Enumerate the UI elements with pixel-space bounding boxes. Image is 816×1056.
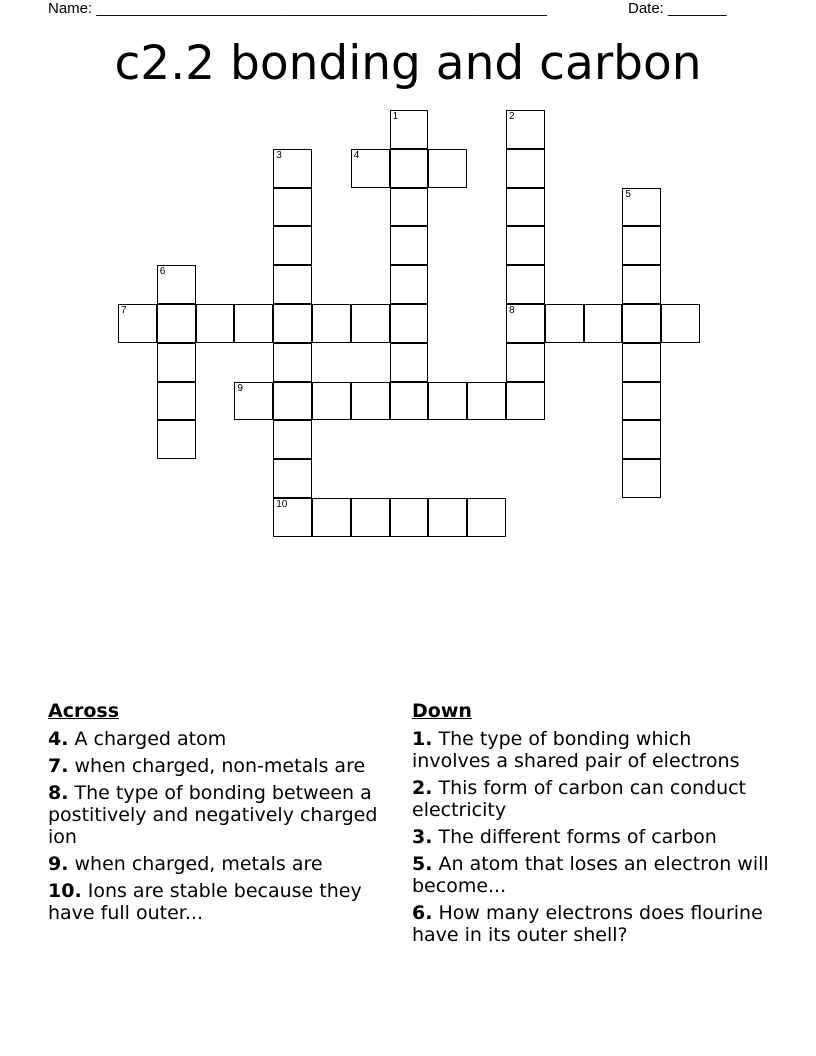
cell-number: 7: [121, 305, 127, 316]
clue-number: 6.: [412, 902, 433, 924]
grid-cell[interactable]: [622, 343, 661, 382]
clue-number: 5.: [412, 853, 433, 875]
down-heading: Down: [412, 700, 472, 722]
grid-cell[interactable]: [273, 420, 312, 459]
grid-cell[interactable]: [584, 304, 623, 343]
grid-cell[interactable]: [506, 110, 545, 149]
grid-cell[interactable]: [467, 498, 506, 537]
grid-cell[interactable]: [506, 226, 545, 265]
cell-number: 1: [392, 111, 399, 122]
grid-cell[interactable]: [273, 343, 312, 382]
grid-cell[interactable]: [506, 265, 545, 304]
clue-across: [48, 782, 393, 848]
across-clues: [48, 700, 393, 929]
grid-cell[interactable]: [622, 304, 661, 343]
page-title: c2.2 bonding and carbon: [114, 36, 702, 91]
clue-across: [48, 728, 393, 750]
clue-number: 1.: [412, 728, 433, 750]
grid-cell[interactable]: [273, 459, 312, 498]
grid-cell[interactable]: [157, 304, 196, 343]
clue-text: The type of bonding which involves a shared pair of electrons: [412, 728, 740, 772]
clue-text: An atom that loses an electron will become...: [412, 853, 769, 897]
cell-number: 10: [276, 499, 288, 510]
grid-cell[interactable]: [506, 343, 545, 382]
grid-cell[interactable]: [622, 382, 661, 421]
grid-cell[interactable]: [273, 149, 312, 188]
clue-across: [48, 853, 393, 875]
grid-cell[interactable]: [351, 149, 390, 188]
clue-text: Ions are stable because they have full outer...: [48, 880, 362, 924]
grid-cell[interactable]: [312, 304, 351, 343]
grid-cell[interactable]: [622, 459, 661, 498]
grid-cell[interactable]: [390, 188, 429, 227]
grid-cell[interactable]: [506, 304, 545, 343]
date-field[interactable]: Date: _______: [628, 0, 727, 17]
grid-cell[interactable]: [351, 498, 390, 537]
clue-text: This form of carbon can conduct electricity: [412, 777, 747, 821]
across-heading: Across: [48, 700, 120, 722]
grid-cell[interactable]: [157, 265, 196, 304]
grid-cell[interactable]: [234, 304, 273, 343]
clue-text: The type of bonding between a postitively and negatively charged ion: [48, 782, 378, 848]
grid-cell[interactable]: [312, 498, 351, 537]
clue-down: [412, 902, 772, 946]
grid-cell[interactable]: [545, 304, 584, 343]
clue-text: A charged atom: [74, 728, 227, 750]
grid-cell[interactable]: [273, 498, 312, 537]
grid-cell[interactable]: [506, 188, 545, 227]
grid-cell[interactable]: [273, 188, 312, 227]
down-clues: [412, 700, 772, 951]
grid-cell[interactable]: [273, 265, 312, 304]
grid-cell[interactable]: [390, 498, 429, 537]
grid-cell[interactable]: [312, 382, 351, 421]
grid-cell[interactable]: [196, 304, 235, 343]
clue-text: when charged, non-metals are: [74, 755, 366, 777]
grid-cell[interactable]: [118, 304, 157, 343]
clue-number: 4.: [48, 728, 69, 750]
grid-cell[interactable]: [390, 382, 429, 421]
grid-cell[interactable]: [157, 420, 196, 459]
cell-number: 9: [237, 382, 243, 394]
clue-number: 7.: [48, 755, 69, 777]
clue-down: [412, 853, 772, 897]
grid-cell[interactable]: [622, 420, 661, 459]
cell-number: 5: [625, 188, 631, 200]
grid-cell[interactable]: [390, 343, 429, 382]
cell-number: 6: [159, 266, 166, 278]
grid-cell[interactable]: [428, 149, 467, 188]
clue-text: How many electrons does flourine have in its outer shell?: [412, 902, 763, 946]
grid-cell[interactable]: [390, 304, 429, 343]
grid-cell[interactable]: [351, 304, 390, 343]
clue-number: 3.: [412, 826, 433, 848]
clue-number: 9.: [48, 853, 69, 875]
grid-cell[interactable]: [390, 110, 429, 149]
cell-number: 8: [509, 305, 515, 316]
cell-number: 2: [509, 111, 515, 122]
clue-number: 2.: [412, 777, 433, 799]
grid-cell[interactable]: [622, 226, 661, 265]
grid-cell[interactable]: [428, 382, 467, 421]
grid-cell[interactable]: [428, 498, 467, 537]
clue-down: [412, 777, 772, 821]
grid-cell[interactable]: [157, 343, 196, 382]
clue-down: [412, 826, 772, 848]
grid-cell[interactable]: [273, 226, 312, 265]
grid-cell[interactable]: [622, 265, 661, 304]
name-field[interactable]: Name: ______________________________________________________: [48, 0, 547, 17]
grid-cell[interactable]: [157, 382, 196, 421]
grid-cell[interactable]: [273, 304, 312, 343]
clue-down: [412, 728, 772, 772]
grid-cell[interactable]: [390, 226, 429, 265]
grid-cell[interactable]: [390, 149, 429, 188]
clue-text: The different forms of carbon: [438, 826, 717, 848]
cell-number: 4: [353, 149, 360, 161]
grid-cell[interactable]: [273, 382, 312, 421]
clue-text: when charged, metals are: [74, 853, 323, 875]
grid-cell[interactable]: [390, 265, 429, 304]
grid-cell[interactable]: [622, 188, 661, 227]
grid-cell[interactable]: [506, 149, 545, 188]
clue-across: [48, 755, 393, 777]
clue-number: 8.: [48, 782, 69, 804]
grid-cell[interactable]: [506, 382, 545, 421]
cell-number: 3: [276, 149, 282, 161]
clue-number: 10.: [48, 880, 82, 902]
grid-cell[interactable]: [234, 382, 273, 421]
grid-cell[interactable]: [661, 304, 700, 343]
grid-cell[interactable]: [351, 382, 390, 421]
clue-across: [48, 880, 393, 924]
grid-cell[interactable]: [467, 382, 506, 421]
